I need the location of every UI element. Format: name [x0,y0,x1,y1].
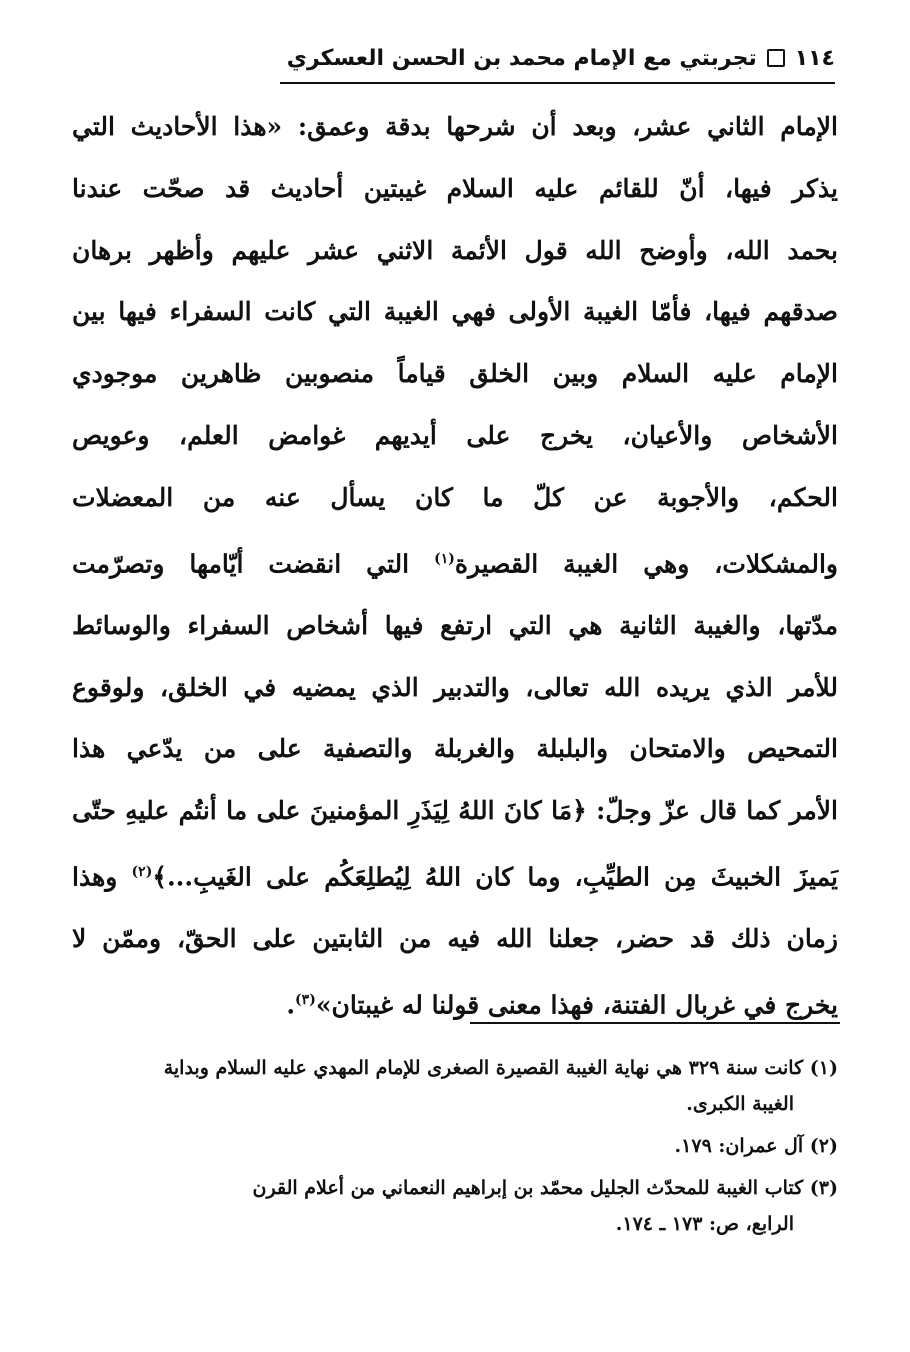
square-ornament-icon [767,49,785,67]
footnote-line [72,1170,838,1206]
running-title: تجربتي مع الإمام محمد بن الحسن العسكري [286,45,757,71]
body-line [72,970,838,1036]
quran-verse: يَميزَ الخبيثَ مِن الطيِّبِ، وما كان اللهُ لِيُطلِعَكُم على الغَيبِ...﴾ [152,862,839,892]
page-number: ١١٤ [794,45,835,71]
end-punctuation: . [286,990,296,1020]
footnote-label: (١) [809,1057,838,1079]
footnote-text: آل عمران: ١٧٩. [674,1135,804,1157]
footnote-label: (٣) [809,1177,838,1199]
footnote-ref-2[interactable]: (٢) [131,863,153,880]
body-line-text: التي انقضت أيّامها وتصرّمت [72,548,435,578]
body-line: التمحيص والامتحان والبلبلة والغربلة والتصفية على من يدّعي هذا [72,734,838,764]
body-line: للأمر الذي يريده الله تعالى، والتدبير الذي يمضيه في الخلق، ولوقوع [72,672,838,702]
footnote-line: الرابع، ص: ١٧٣ ـ ١٧٤. [615,1213,794,1235]
body-line: بحمد الله، وأوضح الله قول الأئمة الاثني عشر عليهم وأظهر برهان [72,235,838,265]
body-line-text: والمشكلات، وهي الغيبة القصيرة [454,548,838,578]
body-line-text: وهذا [72,862,132,892]
footnote-text: كانت سنة ٣٢٩ هي نهاية الغيبة القصيرة الصغرى للإمام المهدي عليه السلام وبداية [163,1057,804,1079]
footnotes [72,1050,838,1248]
body-text [72,96,838,1036]
body-line: الإمام عليه السلام وبين الخلق قياماً منصوبين ظاهرين موجودي [72,359,838,389]
footnote-text: كتاب الغيبة للمحدّث الجليل محمّد بن إبراهيم النعماني من أعلام القرن [252,1177,804,1199]
footnote-line [72,1050,838,1086]
footnote-1 [72,1050,838,1122]
body-line: زمان ذلك قد حضر، جعلنا الله فيه من الثابتين على الحقّ، وممّن لا [72,924,838,954]
body-line [72,842,838,908]
footnote-ref-3[interactable]: (٣) [295,991,316,1008]
footnote-line: الغيبة الكبرى. [686,1093,794,1115]
footnote-line [72,1128,838,1164]
footnote-2 [72,1128,838,1164]
body-line: الأمر كما قال عزّ وجلّ: ﴿مَا كانَ اللهُ لِيَذَرِ المؤمنينَ على ما أنتُم عليهِ حتّى [72,796,838,826]
body-line [72,529,838,595]
footnote-label: (٢) [809,1135,838,1157]
body-line: الأشخاص والأعيان، يخرج على أيديهم غوامض العلم، وعويص [72,420,838,450]
body-line: مدّتها، والغيبة الثانية هي التي ارتفع فيها أشخاص السفراء والوسائط [72,610,838,640]
footnote-ref-1[interactable]: (١) [434,550,455,567]
footnote-3 [72,1170,838,1242]
body-line: يذكر فيها، أنّ للقائم عليه السلام غيبتين أحاديث قد صحّت عندنا [72,173,838,203]
footnote-separator [470,1022,840,1024]
page-header [280,38,835,78]
body-line: صدقهم فيها، فأمّا الغيبة الأولى فهي الغيبة التي كانت السفراء فيها بين [72,297,838,327]
header-rule [280,82,835,84]
body-line: الحكم، والأجوبة عن كلّ ما كان يسأل عنه من المعضلات [72,482,838,512]
body-line-text: يخرج في غربال الفتنة، فهذا معنى قولنا له غيبتان» [315,990,838,1020]
body-line: الإمام الثاني عشر، وبعد أن شرحها بدقة وعمق: «هذا الأحاديث التي [72,112,838,141]
